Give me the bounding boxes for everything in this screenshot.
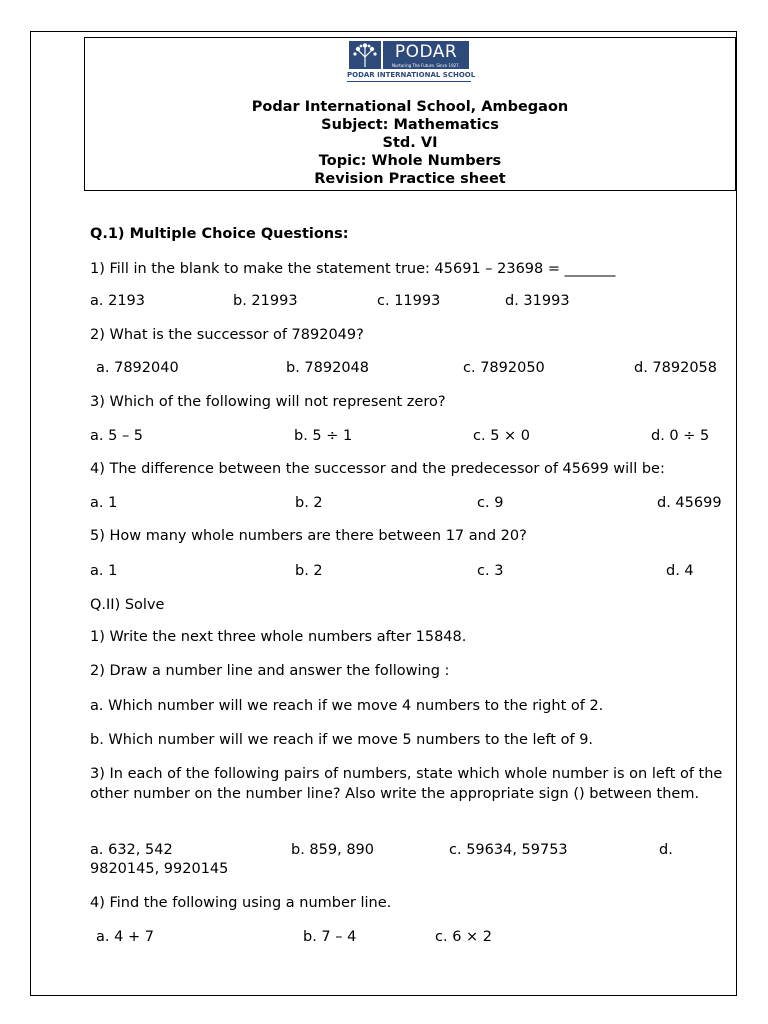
option-d-value: 9820145, 9920145 xyxy=(90,861,229,877)
option-d: d. 31993 xyxy=(505,293,570,309)
sheet-title: Revision Practice sheet xyxy=(314,171,506,187)
subject-line: Subject: Mathematics xyxy=(321,117,499,133)
option-a: a. 1 xyxy=(90,563,118,579)
option-a: a. 4 + 7 xyxy=(96,929,154,945)
question-text: 3) Which of the following will not represent zero? xyxy=(90,394,446,410)
option-c: c. 9 xyxy=(477,495,504,511)
option-d: d. 0 ÷ 5 xyxy=(651,428,710,444)
option-b: b. 859, 890 xyxy=(291,842,374,858)
question-text: 1) Fill in the blank to make the statement true: 45691 – 23698 = _______ xyxy=(90,261,616,277)
option-b: b. 2 xyxy=(295,495,323,511)
logo-brand: PODAR xyxy=(383,41,469,63)
question-text: 3) In each of the following pairs of numbers, state which whole number is on left of the other number on the number line? Also write the appropriate sign () between them. xyxy=(90,766,723,802)
option-c: c. 7892050 xyxy=(463,360,545,376)
question-text: 4) Find the following using a number line. xyxy=(90,895,392,911)
question-text: 5) How many whole numbers are there between 17 and 20? xyxy=(90,528,527,544)
option-a: a. 2193 xyxy=(90,293,146,309)
section-heading: Q.II) Solve xyxy=(90,597,165,613)
option-a: a. 632, 542 xyxy=(90,842,173,858)
option-b: b. 5 ÷ 1 xyxy=(294,428,353,444)
option-c: c. 3 xyxy=(477,563,504,579)
logo-school-name: PODAR INTERNATIONAL SCHOOL xyxy=(347,71,476,79)
option-b: b. 2 xyxy=(295,563,323,579)
option-b: b. 21993 xyxy=(233,293,298,309)
question-subpart: a. Which number will we reach if we move 4 numbers to the right of 2. xyxy=(90,698,604,714)
standard-line: Std. VI xyxy=(382,135,438,151)
option-d: d. 7892058 xyxy=(634,360,717,376)
option-c: c. 5 × 0 xyxy=(473,428,531,444)
option-a: a. 7892040 xyxy=(96,360,179,376)
option-a: a. 1 xyxy=(90,495,118,511)
option-b: b. 7892048 xyxy=(286,360,369,376)
section-heading: Q.1) Multiple Choice Questions: xyxy=(90,226,349,242)
question-subpart: b. Which number will we reach if we move 5 numbers to the left of 9. xyxy=(90,732,594,748)
option-c: c. 59634, 59753 xyxy=(449,842,568,858)
logo-underline xyxy=(347,81,471,82)
option-a: a. 5 – 5 xyxy=(90,428,144,444)
option-d: d. 4 xyxy=(666,563,694,579)
option-c: c. 6 × 2 xyxy=(435,929,493,945)
question-text: 2) What is the successor of 7892049? xyxy=(90,327,364,343)
question-text: 4) The difference between the successor and the predecessor of 45699 will be: xyxy=(90,461,665,477)
document-header xyxy=(84,98,736,188)
logo-tagline: Nurturing The Future. Since 1927. xyxy=(383,63,469,69)
topic-line: Topic: Whole Numbers xyxy=(318,153,502,169)
question-text: 1) Write the next three whole numbers after 15848. xyxy=(90,629,467,645)
school-name: Podar International School, Ambegaon xyxy=(251,99,569,115)
option-b: b. 7 – 4 xyxy=(303,929,357,945)
school-logo xyxy=(347,40,476,82)
tree-icon xyxy=(349,41,381,69)
option-d: d. xyxy=(659,842,673,858)
option-d: d. 45699 xyxy=(657,495,722,511)
question-text: 2) Draw a number line and answer the following : xyxy=(90,663,450,679)
option-c: c. 11993 xyxy=(377,293,441,309)
